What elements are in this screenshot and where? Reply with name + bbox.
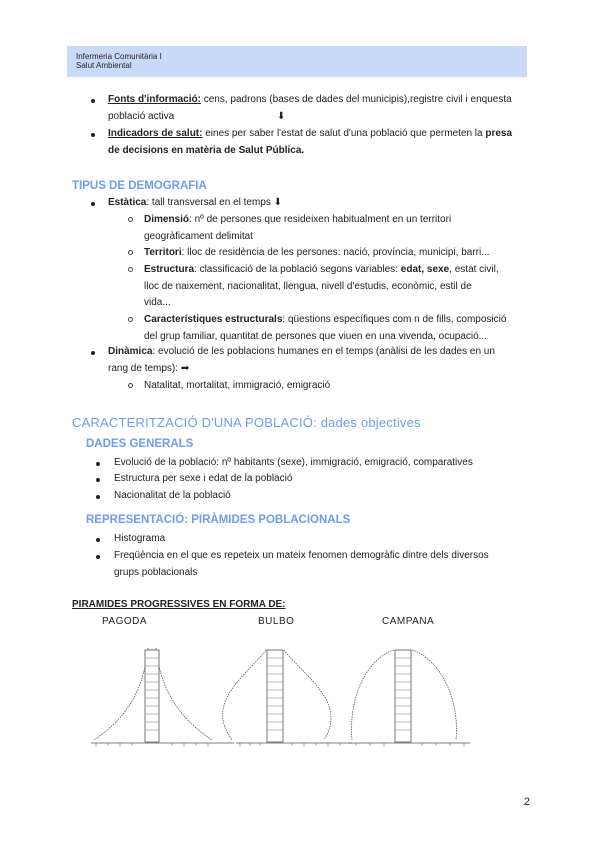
term-estructura: Estructura (144, 264, 195, 275)
dimensio-text: : nº de persones que resideixen habitualment en un territori (189, 214, 452, 225)
bullet-dot (96, 555, 100, 559)
territori-text: : lloc de residència de les persones: nació, província, municipi, barri... (181, 247, 490, 258)
sub-dimensio (144, 212, 527, 245)
header-course: Infermeria Comunitària I (76, 52, 162, 61)
dinamica-text-2: rang de temps): ➡ (108, 362, 190, 374)
circle-bullet (128, 383, 133, 388)
bullet-dot (96, 478, 100, 482)
term-indicadors: Indicadors de salut: (108, 128, 203, 139)
subheading-representacio: REPRESENTACIÓ: PIRÀMIDES POBLACIONALS (86, 514, 351, 526)
bullet-dinamica (108, 344, 527, 377)
arrow-down-icon: ⬇ (273, 197, 283, 208)
circle-bullet (128, 267, 133, 272)
estructura-text-a: : classificació de la població segons variables: (194, 264, 401, 275)
sub-estructura (144, 262, 527, 312)
indicadors-bold-1: presa (485, 128, 513, 139)
estructura-text-3: vida... (144, 297, 171, 308)
piramides-heading: PIRAMIDES PROGRESSIVES EN FORMA DE: (72, 599, 286, 610)
repr-text-2: grups poblacionals (114, 566, 198, 578)
indicadors-text: eines per saber l'estat de salut d'una població que permeten la (202, 128, 486, 139)
estatica-text: : tall transversal en el temps (146, 197, 271, 208)
circle-bullet (128, 250, 133, 255)
repr-item (114, 548, 527, 581)
estructura-bold: edat, sexe (400, 264, 450, 275)
header-subject: Salut Ambiental (76, 61, 132, 70)
sub-dinamica: Natalitat, mortalitat, immigració, emigració (144, 380, 331, 391)
term-fonts: Fonts d'informació: (108, 94, 201, 105)
bullet-dot (91, 351, 95, 355)
sub-caracteristiques (144, 312, 527, 345)
repr-item: Histograma (114, 533, 166, 544)
bullet-dot (91, 202, 95, 206)
fonts-text: cens, padrons (bases de dades del municipis),registre civil i enquesta (200, 94, 512, 105)
dimensio-text-2: geogràficament delimitat (144, 230, 253, 242)
caracteristiques-text: : qüestions específiques com n de fills, composició (282, 314, 507, 325)
dades-item: Estructura per sexe i edat de la població (114, 473, 293, 484)
bullet-fonts-informacio (108, 92, 527, 125)
label-campana: CAMPANA (382, 616, 435, 627)
term-territori: Territori (144, 247, 182, 258)
circle-bullet (128, 317, 133, 322)
sub-territori (144, 245, 527, 262)
term-estatica: Estàtica (108, 197, 147, 208)
section-heading-tipus: TIPUS DE DEMOGRAFIA (72, 180, 207, 192)
bullet-dot (96, 462, 100, 466)
estructura-text-2: lloc de naixement, nacionalitat, llengua, nivell d'estudis, econòmic, estil de (144, 280, 472, 292)
bullet-indicadors-salut (108, 126, 527, 159)
bullet-dot (96, 495, 100, 499)
dinamica-text: : evolució de les poblacions humanes en el temps (anàlisi de les dades en un (152, 346, 495, 357)
fonts-text-2: població activa (108, 110, 175, 122)
dades-item: Evolució de la població: nº habitants (sexe), immigració, emigració, comparatives (114, 457, 473, 468)
label-pagoda: PAGODA (102, 616, 148, 627)
term-dinamica: Dinàmica (108, 346, 153, 357)
pyramid-pagoda (91, 648, 234, 746)
repr-text-1: Freqüència en el que es repeteix un mateix fenomen demogràfic dintre dels diversos (114, 550, 489, 561)
estructura-text-b: , estat civil, (449, 264, 499, 275)
arrow-down-icon: ⬇ (276, 110, 286, 122)
dades-item: Nacionalitat de la població (114, 490, 231, 501)
label-bulbo: BULBO (258, 616, 295, 627)
subheading-dades-generals: DADES GENERALS (86, 438, 194, 450)
section-heading-caracteritzacio: CARACTERITZACIÓ D'UNA POBLACIÓ: dades objectives (72, 415, 421, 430)
page-number: 2 (523, 796, 530, 808)
bullet-dot (96, 538, 100, 542)
pyramid-bulbo (223, 650, 352, 746)
pyramid-diagrams (86, 636, 476, 758)
bullet-dot (91, 133, 95, 137)
indicadors-bold-2: de decisions en matèria de Salut Pública. (108, 144, 305, 156)
caracteristiques-text-2: del grup familiar, quantitat de persones que viuen en una vivenda, ocupació... (144, 330, 488, 342)
bullet-estatica (108, 195, 282, 212)
document-header (67, 46, 527, 77)
term-dimensio: Dimensió (144, 214, 190, 225)
pyramid-campana (348, 650, 470, 746)
circle-bullet (128, 217, 133, 222)
bullet-dot (91, 99, 95, 103)
term-caracteristiques: Característiques estructurals (144, 314, 283, 325)
